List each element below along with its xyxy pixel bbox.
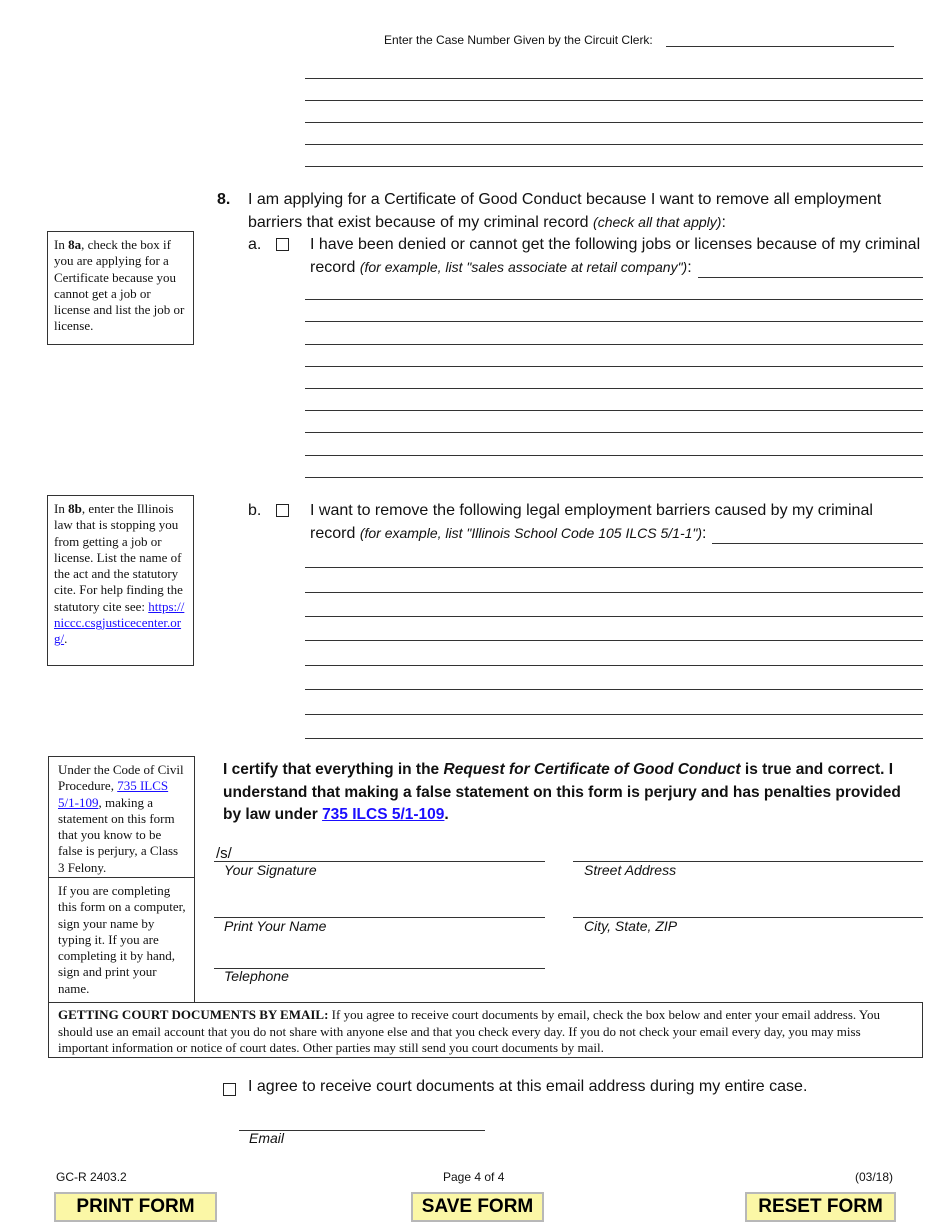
street-address-label: Street Address bbox=[584, 862, 677, 878]
signature-value[interactable]: /s/ bbox=[216, 845, 232, 862]
email-agree-checkbox[interactable] bbox=[223, 1083, 236, 1096]
item-8a-example: (for example, list "sales associate at retail company") bbox=[359, 259, 688, 275]
item-8b-colon: : bbox=[702, 525, 707, 542]
side-note-8b-bold: 8b bbox=[68, 501, 82, 516]
email-label: Email bbox=[249, 1130, 285, 1146]
print-form-button[interactable]: PRINT FORM bbox=[54, 1192, 217, 1222]
certify-form-title: Request for Certificate of Good Conduct bbox=[443, 761, 741, 778]
perjury-statute-link[interactable]: 735 ILCS 5/1-109 bbox=[58, 778, 169, 810]
email-agree-label: I agree to receive court documents at this email address during my entire case. bbox=[248, 1078, 808, 1095]
side-note-8a: In 8a, check the box if you are applying for a Certificate because you cannot get a job or license and list the job or license. bbox=[47, 231, 194, 345]
save-form-button[interactable]: SAVE FORM bbox=[411, 1192, 544, 1222]
item-8-intro bbox=[248, 189, 908, 234]
email-notice bbox=[48, 1002, 923, 1058]
item-8b-line1: I want to remove the following legal employment barriers caused by my criminal bbox=[310, 502, 873, 519]
item-8b-line2-prefix: record bbox=[310, 525, 356, 542]
page-number: Page 4 of 4 bbox=[443, 1170, 505, 1184]
item-8-intro-line1: I am applying for a Certificate of Good Conduct because I want to remove all employment bbox=[248, 191, 882, 208]
item-8a-checkbox[interactable] bbox=[276, 238, 289, 251]
side-note-signing: If you are completing this form on a computer, sign your name by typing it. If you are completing it by hand, sign and print your name. bbox=[48, 877, 195, 1003]
certify-statute-link[interactable]: 735 ILCS 5/1-109 bbox=[322, 806, 445, 823]
item-8-intro-hint: (check all that apply) bbox=[593, 214, 722, 230]
case-number-field[interactable] bbox=[666, 46, 894, 47]
side-note-perjury: Under the Code of Civil Procedure, 735 ILCS 5/1-109, making a statement on this form that you know to be false is perjury, a Class 3 Felony. bbox=[48, 756, 195, 878]
city-state-zip-label: City, State, ZIP bbox=[584, 918, 678, 934]
email-notice-text: If you agree to receive court documents by email, check the box below and enter your email address. You should use an email account that you do not share with anyone else and that you check every day. If you do not check your email every day, you may miss important information or notice of court dates. Other parties may still send you court documents by mail. bbox=[58, 1007, 881, 1055]
side-note-8b: In 8b, enter the Illinois law that is stopping you from getting a job or license. List the name of the act and the statutory cite. For help finding the statutory cite see: https://niccc.csgjusticecenter.org/. bbox=[47, 495, 194, 666]
case-number-label: Enter the Case Number Given by the Circuit Clerk: bbox=[384, 33, 653, 47]
statutory-cite-link[interactable]: https://niccc.csgjusticecenter.org/ bbox=[54, 598, 185, 647]
item-8a-letter: a. bbox=[248, 236, 262, 253]
reset-form-button[interactable]: RESET FORM bbox=[745, 1192, 896, 1222]
item-8b-checkbox[interactable] bbox=[276, 504, 289, 517]
item-8-intro-colon: : bbox=[721, 214, 726, 231]
item-8a-line2-prefix: record bbox=[310, 259, 356, 276]
your-signature-label: Your Signature bbox=[224, 862, 317, 878]
certify-statement: I certify that everything in the Request for Certificate of Good Conduct is true and correct. I understand that making a false statement on this form is perjury and has penalties provided by law under 735 ILCS 5/1-109. bbox=[223, 761, 901, 823]
item-8b-example: (for example, list "Illinois School Code 105 ILCS 5/1-1") bbox=[359, 525, 703, 541]
revision-date: (03/18) bbox=[855, 1170, 894, 1184]
item-8a-colon: : bbox=[687, 259, 692, 276]
item-8a-line1: I have been denied or cannot get the following jobs or licenses because of my criminal bbox=[310, 236, 921, 253]
side-note-8a-bold: 8a bbox=[68, 237, 82, 252]
item-8b-text bbox=[310, 500, 925, 545]
print-name-label: Print Your Name bbox=[224, 918, 327, 934]
item-8a-text bbox=[310, 234, 925, 279]
item-8-intro-line2: barriers that exist because of my criminal record bbox=[248, 214, 589, 231]
form-id: GC-R 2403.2 bbox=[56, 1170, 127, 1184]
item-8-number: 8. bbox=[217, 191, 231, 208]
item-8b-letter: b. bbox=[248, 502, 262, 519]
email-notice-heading: GETTING COURT DOCUMENTS BY EMAIL: bbox=[58, 1007, 329, 1022]
telephone-label: Telephone bbox=[224, 968, 289, 984]
